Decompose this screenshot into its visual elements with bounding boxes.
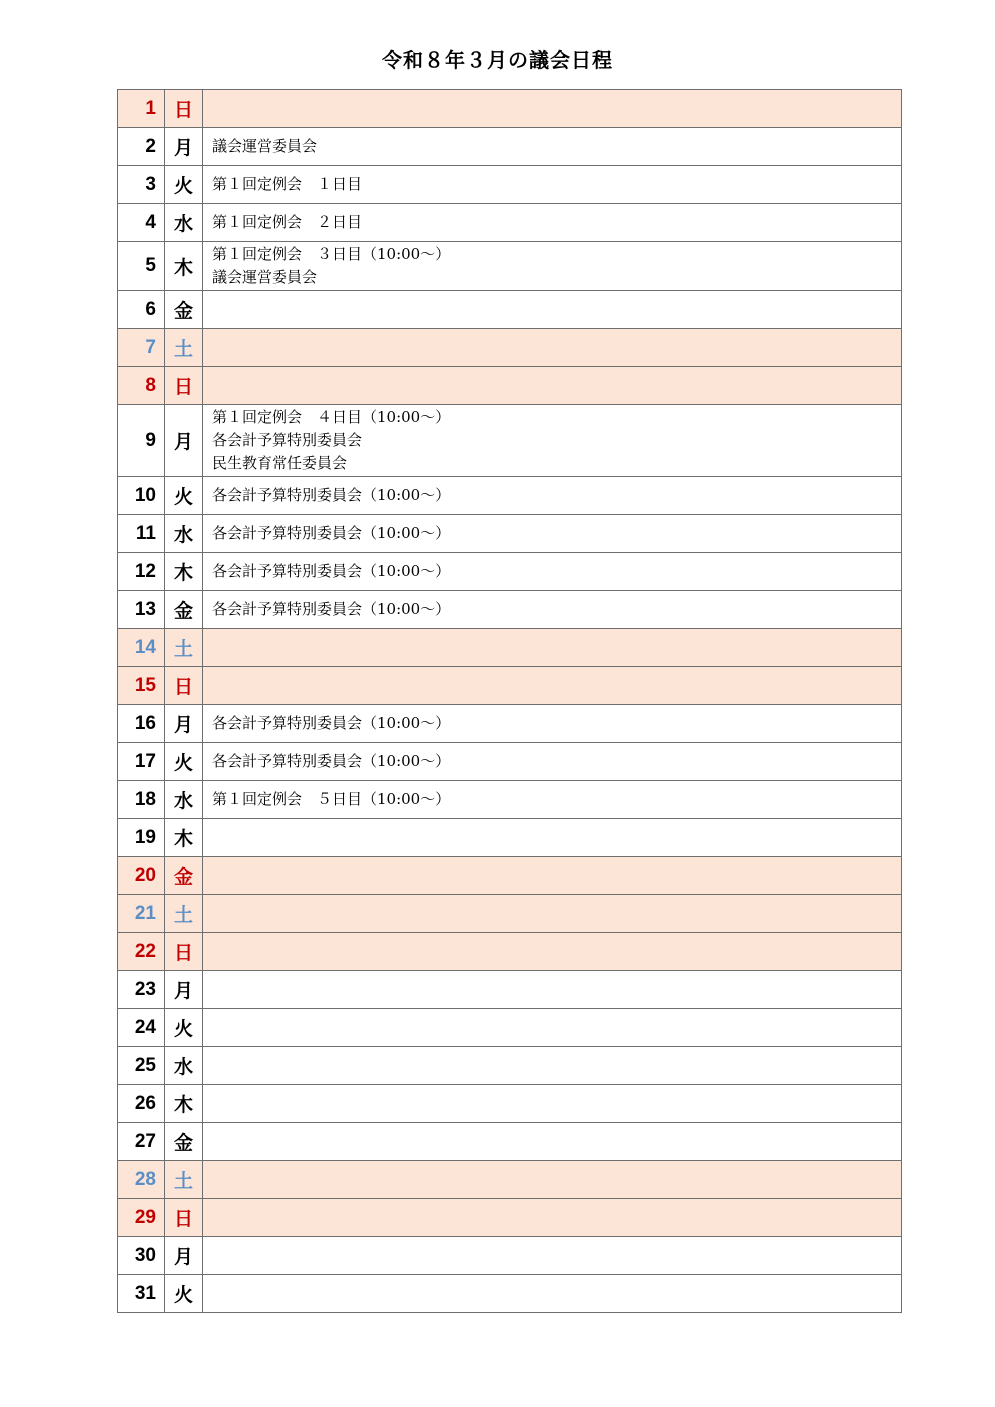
day-number: 8 bbox=[118, 367, 165, 405]
weekday: 木 bbox=[165, 553, 203, 591]
day-number: 19 bbox=[118, 819, 165, 857]
event-text: 第１回定例会 １日目 bbox=[212, 175, 363, 193]
day-number: 10 bbox=[118, 477, 165, 515]
event-cell bbox=[203, 781, 902, 819]
schedule-row bbox=[118, 1199, 902, 1237]
event-text: 第１回定例会 ５日目（10:00～） bbox=[212, 790, 451, 808]
schedule-row bbox=[118, 553, 902, 591]
event-cell bbox=[203, 329, 902, 367]
weekday: 土 bbox=[165, 1161, 203, 1199]
event-cell bbox=[203, 477, 902, 515]
event-cell bbox=[203, 1199, 902, 1237]
weekday: 金 bbox=[165, 291, 203, 329]
event-cell bbox=[203, 128, 902, 166]
weekday: 月 bbox=[165, 1237, 203, 1275]
event-cell bbox=[203, 629, 902, 667]
weekday: 水 bbox=[165, 781, 203, 819]
page-title: 令和８年３月の議会日程 bbox=[382, 48, 613, 72]
event-text: 議会運営委員会 bbox=[212, 137, 318, 155]
schedule-row bbox=[118, 515, 902, 553]
weekday: 火 bbox=[165, 1275, 203, 1313]
event-cell bbox=[203, 971, 902, 1009]
event-cell bbox=[203, 1237, 902, 1275]
schedule-row bbox=[118, 1047, 902, 1085]
schedule-row bbox=[118, 857, 902, 895]
schedule-table bbox=[117, 89, 902, 1313]
schedule-row bbox=[118, 1085, 902, 1123]
day-number: 26 bbox=[118, 1085, 165, 1123]
event-text: 各会計予算特別委員会（10:00～） bbox=[212, 600, 451, 618]
day-number: 18 bbox=[118, 781, 165, 819]
weekday: 火 bbox=[165, 743, 203, 781]
event-cell bbox=[203, 1009, 902, 1047]
schedule-row bbox=[118, 1161, 902, 1199]
weekday: 木 bbox=[165, 1085, 203, 1123]
day-number: 3 bbox=[118, 166, 165, 204]
weekday: 土 bbox=[165, 895, 203, 933]
schedule-row bbox=[118, 405, 902, 477]
day-number: 1 bbox=[118, 90, 165, 128]
day-number: 28 bbox=[118, 1161, 165, 1199]
weekday: 水 bbox=[165, 1047, 203, 1085]
weekday: 金 bbox=[165, 591, 203, 629]
schedule-row bbox=[118, 291, 902, 329]
schedule-row bbox=[118, 242, 902, 291]
day-number: 14 bbox=[118, 629, 165, 667]
schedule-row bbox=[118, 477, 902, 515]
event-text: 第１回定例会 ４日目（10:00～） bbox=[212, 408, 451, 426]
schedule-row bbox=[118, 781, 902, 819]
schedule-row bbox=[118, 705, 902, 743]
weekday: 火 bbox=[165, 477, 203, 515]
day-number: 30 bbox=[118, 1237, 165, 1275]
schedule-body bbox=[118, 90, 902, 1313]
event-cell bbox=[203, 515, 902, 553]
schedule-row bbox=[118, 367, 902, 405]
day-number: 17 bbox=[118, 743, 165, 781]
event-cell bbox=[203, 1085, 902, 1123]
event-cell bbox=[203, 857, 902, 895]
day-number: 5 bbox=[118, 242, 165, 291]
schedule-row bbox=[118, 971, 902, 1009]
day-number: 2 bbox=[118, 128, 165, 166]
event-cell bbox=[203, 553, 902, 591]
event-text: 各会計予算特別委員会（10:00～） bbox=[212, 562, 451, 580]
weekday: 月 bbox=[165, 128, 203, 166]
event-text: 各会計予算特別委員会 bbox=[212, 431, 363, 449]
weekday: 土 bbox=[165, 329, 203, 367]
weekday: 火 bbox=[165, 166, 203, 204]
day-number: 15 bbox=[118, 667, 165, 705]
schedule-row bbox=[118, 166, 902, 204]
weekday: 日 bbox=[165, 367, 203, 405]
day-number: 9 bbox=[118, 405, 165, 477]
event-cell bbox=[203, 933, 902, 971]
schedule-row bbox=[118, 329, 902, 367]
weekday: 火 bbox=[165, 1009, 203, 1047]
event-text: 各会計予算特別委員会（10:00～） bbox=[212, 714, 451, 732]
event-cell bbox=[203, 705, 902, 743]
weekday: 月 bbox=[165, 971, 203, 1009]
schedule-row bbox=[118, 204, 902, 242]
schedule-row bbox=[118, 1123, 902, 1161]
schedule-row bbox=[118, 895, 902, 933]
event-cell bbox=[203, 1123, 902, 1161]
weekday: 日 bbox=[165, 667, 203, 705]
weekday: 木 bbox=[165, 819, 203, 857]
schedule-row bbox=[118, 1275, 902, 1313]
event-text: 議会運営委員会 bbox=[212, 268, 318, 286]
schedule-row bbox=[118, 933, 902, 971]
day-number: 20 bbox=[118, 857, 165, 895]
event-cell bbox=[203, 819, 902, 857]
event-cell bbox=[203, 90, 902, 128]
day-number: 29 bbox=[118, 1199, 165, 1237]
day-number: 23 bbox=[118, 971, 165, 1009]
event-cell bbox=[203, 405, 902, 477]
event-cell bbox=[203, 367, 902, 405]
day-number: 31 bbox=[118, 1275, 165, 1313]
event-text: 各会計予算特別委員会（10:00～） bbox=[212, 752, 451, 770]
event-text: 各会計予算特別委員会（10:00～） bbox=[212, 524, 451, 542]
day-number: 11 bbox=[118, 515, 165, 553]
day-number: 7 bbox=[118, 329, 165, 367]
schedule-row bbox=[118, 819, 902, 857]
schedule-row bbox=[118, 591, 902, 629]
weekday: 木 bbox=[165, 242, 203, 291]
event-cell bbox=[203, 1275, 902, 1313]
day-number: 16 bbox=[118, 705, 165, 743]
event-text: 民生教育常任委員会 bbox=[212, 454, 348, 472]
event-text: 各会計予算特別委員会（10:00～） bbox=[212, 486, 451, 504]
day-number: 21 bbox=[118, 895, 165, 933]
event-text: 第１回定例会 ２日目 bbox=[212, 213, 363, 231]
event-cell bbox=[203, 204, 902, 242]
event-cell bbox=[203, 895, 902, 933]
schedule-row bbox=[118, 667, 902, 705]
event-cell bbox=[203, 291, 902, 329]
event-cell bbox=[203, 1161, 902, 1199]
day-number: 13 bbox=[118, 591, 165, 629]
schedule-row bbox=[118, 1009, 902, 1047]
schedule-row bbox=[118, 90, 902, 128]
weekday: 金 bbox=[165, 1123, 203, 1161]
weekday: 月 bbox=[165, 705, 203, 743]
event-cell bbox=[203, 743, 902, 781]
weekday: 日 bbox=[165, 933, 203, 971]
day-number: 25 bbox=[118, 1047, 165, 1085]
weekday: 金 bbox=[165, 857, 203, 895]
day-number: 22 bbox=[118, 933, 165, 971]
weekday: 土 bbox=[165, 629, 203, 667]
schedule-row bbox=[118, 743, 902, 781]
schedule-row bbox=[118, 629, 902, 667]
event-cell bbox=[203, 1047, 902, 1085]
schedule-row bbox=[118, 128, 902, 166]
event-text: 第１回定例会 ３日目（10:00～） bbox=[212, 245, 451, 263]
weekday: 水 bbox=[165, 204, 203, 242]
event-cell bbox=[203, 667, 902, 705]
weekday: 日 bbox=[165, 1199, 203, 1237]
day-number: 4 bbox=[118, 204, 165, 242]
day-number: 27 bbox=[118, 1123, 165, 1161]
event-cell bbox=[203, 591, 902, 629]
weekday: 日 bbox=[165, 90, 203, 128]
weekday: 月 bbox=[165, 405, 203, 477]
event-cell bbox=[203, 166, 902, 204]
weekday: 水 bbox=[165, 515, 203, 553]
day-number: 12 bbox=[118, 553, 165, 591]
schedule-row bbox=[118, 1237, 902, 1275]
day-number: 6 bbox=[118, 291, 165, 329]
day-number: 24 bbox=[118, 1009, 165, 1047]
event-cell bbox=[203, 242, 902, 291]
